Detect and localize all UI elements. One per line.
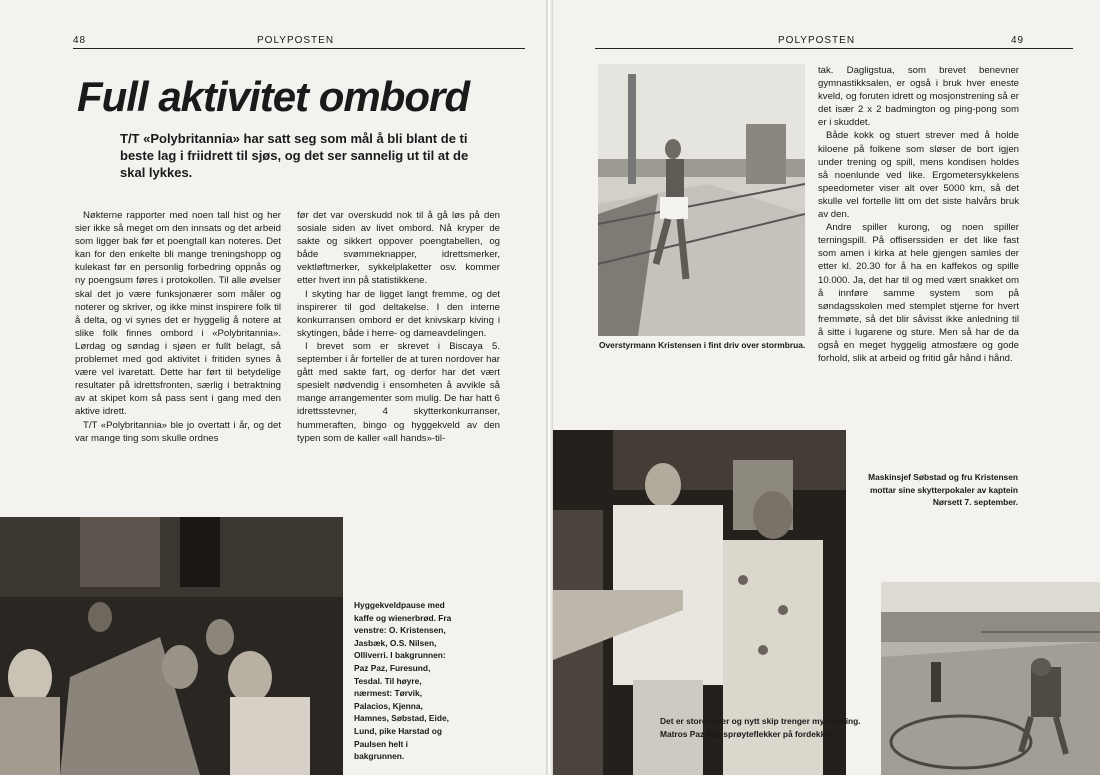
right-page [553,0,1100,775]
page-number-left: 48 [73,35,87,46]
paragraph: Nøkterne rapporter med noen tall hist og her sier ikke så meget om den innsats og det arbeid som ligger bak før et poengtall kan noteres. Det kan for den enkelte bli mange treningshopp og kulekast før en personlig forbedring oppnås og ny poengsum føres i protokollen. Til alle øvelser skal det jo være funksjonærer som måler og noterer og skriver, og ikke minst inspirere folk til å delta, og vi synes det er hyggelig å notere at slike folk finnes ombord i «Polybritannia». Lørdag og søndag i sjøen er fullt belagt, så problemet med god aktivitet i fritiden synes å være vel ivaretatt. Dette har ført til betydelige resultater på idrettsfronten, særlig i betraktning av at skipet kom så pass sent i gang med den aktive idrett. [75,210,281,418]
article-column-1 [75,209,281,445]
paragraph: T/T «Polybritannia» ble jo overtatt i år, og det var mange ting som skulle ordnes [75,419,281,444]
binding-gutter [546,0,553,775]
article-column-2 [297,209,500,445]
paragraph: I brevet som er skrevet i Biscaya 5. september i år forteller de at turen nordover har gått med sakte fart, og derfor har det vært spesielt nødvendig i ensomheten å avvikle så mange arrangementer som mulig. De har hatt 6 idrettsstevner, 4 skytterkonkurranser, hummeraften, bingo og hyggekveld av den typen som de kaller «all hands»-til- [297,340,500,444]
photo-runner [598,64,805,336]
left-page [0,0,546,775]
caption-prize-ceremony: Maskinsjef Søbstad og fru Kristensen mottar sine skytterpokaler av kaptein Nørsett 7. september. [868,472,1018,508]
page-number-right: 49 [1011,35,1025,46]
article-lead: T/T «Polybritannia» har satt seg som mål å bli blant de ti beste lag i friidrett til sjøs, og det ser sannelig ut til at de skal lykkes. [120,131,469,180]
paragraph: før det var overskudd nok til å gå løs på den sosiale siden av livet ombord. Nå kryper de sakte og sikkert oppover poengtabellen, og både svømmeknapper, idrettsmerker, vektløftmerker, sykkelplaketter osv. kommer etter hvert inn på statistikkene. [297,210,500,287]
caption-runner: Overstyrmann Kristensen i fint driv over stormbrua. [599,340,806,350]
photo-deck-painting [881,582,1100,775]
caption-deck-painting: Det er store flater og nytt skip trenger mye maling. Matros Paz Paz sprøyteflekker på fordekket. [660,716,861,739]
header-rule-right [595,48,1073,49]
running-head-left: POLYPOSTEN [257,35,335,46]
article-column-continued [818,64,1019,365]
header-rule-left [73,48,525,49]
caption-coffee-break: Hyggekveldpause med kaffe og wienerbrød. Fra venstre: O. Kristensen, Jasbæk, O.S. Nilsen, Olliverri. I bakgrunnen: Paz Paz, Furesund, Tesdal. Til høyre, nærmest: Tørvik, Palacios, Kjenna, Hamnes, Søbstad, Eide, Lund, pike Harstad og Paulsen helt i bakgrunnen. [354,600,452,762]
paragraph: Andre spiller kurong, og noen spiller terningspill. På offiserssiden er det like fast som amen i kirka at hele gjengen samles der etter kl. 20.30 for å ha en kaffekos og spille 10.000. Ja, det har til og med vært snakket om å innføre samme system som på søndagsskolen med stemplet stjerne for hvert fremmøte, så det blir såvisst ikke anledning til å sitte i lugarene og sture. Men så har de da også en meget hyggelig atmosfære og gode forhold, slik at arbeid og fritid går hånd i hånd. [818,222,1019,365]
paragraph: tak. Dagligstua, som brevet benevner gymnastikksalen, er også i bruk hver eneste kveld, og foruten idrett og mosjonstrening så er det især 2 x 2 badmington og ping-pong som er i skuddet. [818,65,1019,129]
article-title: Full aktivitet ombord [77,73,470,120]
paragraph: I skyting har de ligget langt fremme, og det inspirerer til god deltakelse. I den interne konkurransen ombord er det knivskarp kiving i skytingen, både i herre- og dameavdelingen. [297,288,500,339]
paragraph: Både kokk og stuert strever med å holde kiloene på folkene som sløser de bort igjen under trening og spill, mens kondisen holdes så noenlunde ved like. Ergometersykkelens speedometer viser alt over 5000 km, så det skulle vel fortelle litt om det siste halvårs bruk av den. [818,130,1019,221]
running-head-right: POLYPOSTEN [778,35,856,46]
photo-coffee-break [0,517,343,775]
